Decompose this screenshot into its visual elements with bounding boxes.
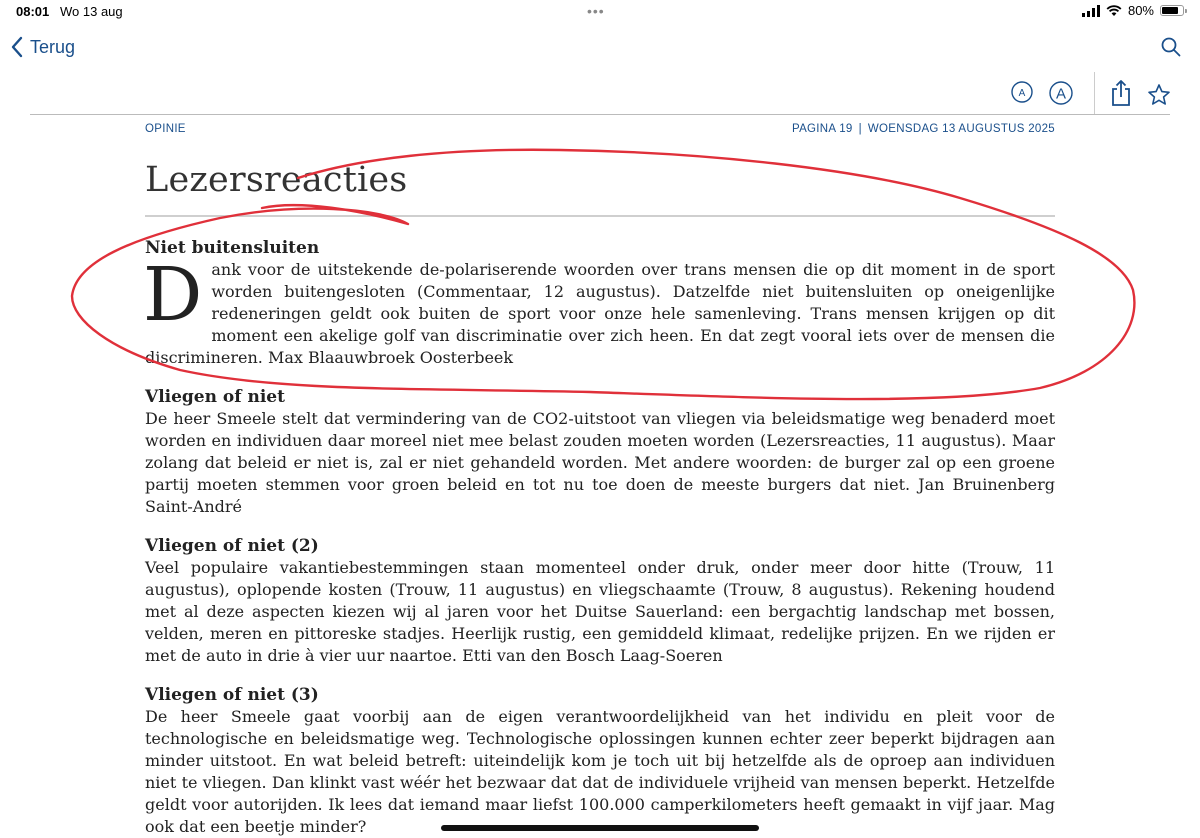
letter-body: De heer Smeele gaat voorbij aan de eigen verantwoordelijkheid van het individu en pleit voor de technologische en beleidsmatige weg. Technologische oplossingen kunnen echter zeer beperkt bijdragen aan minder uitstoot. En wat beleid betreft: uiteindelijk kom je toch uit bij hetzelfde als de oproep aan individuen niet te vliegen. Dan klinkt vast wéér het bezwaar dat dat de individuele vrijheid van mensen beperkt. Hetzelfde geldt voor autorijden. Ik lees dat iemand maar liefst 100.000 camperkilometers heeft gemaakt in vijf jaar. Mag ook dat een beetje minder?: [145, 707, 1055, 836]
article-meta: [145, 123, 1055, 135]
favorite-button[interactable]: [1147, 83, 1171, 112]
battery-percentage: 80%: [1127, 3, 1154, 18]
status-date: Wo 13 aug: [60, 4, 123, 19]
letter-heading: Vliegen of niet (3): [145, 685, 319, 705]
share-icon: [1109, 78, 1133, 108]
text-larger-icon: [1048, 80, 1074, 106]
font-size-increase-button[interactable]: [1048, 80, 1074, 111]
page-title: Lezersreacties: [145, 160, 408, 200]
letter-text: ank voor de uitstekende de-polariserende woorden over trans mensen die op dit moment in de sport worden buitengesloten (Commentaar, 12 augustus). Datzelfde niet buitensluiten op oneigenlijke redeneringen geldt ook buiten de sport voor onze hele samenleving. Trans mensen krijgen op dit moment een akelige golf van discriminatie over zich heen. En dat zegt vooral iets over de mensen die discrimineren. Max Blaauwbroek Oosterbeek: [145, 260, 1055, 367]
drop-cap: D: [143, 252, 203, 338]
publication-date: WOENSDAG 13 AUGUSTUS 2025: [867, 123, 1055, 135]
page-info: [792, 123, 1055, 135]
toolbar-divider: [1094, 72, 1095, 114]
battery-level: [1162, 7, 1178, 14]
search-button[interactable]: [1160, 36, 1182, 63]
chevron-left-icon: [10, 36, 24, 58]
search-icon: [1160, 36, 1182, 58]
letter-body: Veel populaire vakantiebestemmingen staan momenteel onder druk, onder meer door hitte (Trouw, 11 augustus), oplopende kosten (Trouw, 11 augustus) en vliegschaamte (Trouw, 8 augustus). Rekening houdend met al deze aspecten kiezen wij al jaren voor het Duitse Sauerland: een bergachtig landschap met bossen, velden, meren en pittoreske stadjes. Heerlijk rustig, een gemiddeld klimaat, redelijke prijzen. En we rijden er met de auto in drie à vier uur naartoe. Etti van den Bosch Laag-Soeren: [145, 558, 1055, 665]
status-time: 08:01: [16, 4, 50, 19]
letter-heading: Niet buitensluiten: [145, 238, 320, 258]
title-divider: [145, 215, 1055, 217]
status-bar: [0, 0, 1200, 24]
text-smaller-icon: [1010, 80, 1034, 104]
letter-body: De heer Smeele stelt dat vermindering van de CO2-uitstoot van vliegen via beleidsmatige weg benaderd moet worden en individuen daar moreel niet mee belast zouden moeten worden (Lezersreacties, 11 augustus). Maar zolang dat beleid er niet is, zal er niet gehandeld worden. Met andere woorden: de burger zal op een groene partij moeten stemmen voor groen beleid en tot nu toe doen de meeste burgers dat niet. Jan Bruinenberg Saint-André: [145, 409, 1055, 516]
letter-item: [145, 535, 1055, 667]
status-indicators: [1082, 3, 1184, 18]
battery-icon: [1160, 5, 1184, 16]
letter-heading: Vliegen of niet: [145, 387, 285, 407]
back-button[interactable]: [10, 36, 75, 58]
letter-body: [143, 252, 1055, 369]
letter-item: [145, 386, 1055, 518]
nav-bar: [0, 28, 1200, 72]
toolbar-bottom-rule: [30, 114, 1170, 115]
star-icon: [1147, 83, 1171, 107]
multitasking-dots-icon[interactable]: •••: [587, 3, 605, 19]
page-number: PAGINA 19: [791, 123, 853, 135]
cellular-signal-icon: [1082, 5, 1100, 17]
article-toolbar: [0, 72, 1200, 116]
article: [145, 120, 1055, 838]
letter-item: [145, 684, 1055, 838]
font-smaller-glyph: A: [1018, 88, 1026, 99]
home-indicator[interactable]: [441, 825, 759, 831]
back-label: Terug: [30, 36, 76, 57]
font-larger-glyph: A: [1055, 85, 1067, 103]
section-label: OPINIE: [145, 123, 186, 135]
font-size-decrease-button[interactable]: [1010, 80, 1034, 109]
share-button[interactable]: [1109, 78, 1133, 113]
wifi-icon: [1106, 5, 1122, 17]
letter-heading: Vliegen of niet (2): [145, 536, 319, 556]
meta-separator: |: [858, 123, 862, 135]
letter-item: [145, 237, 1055, 369]
